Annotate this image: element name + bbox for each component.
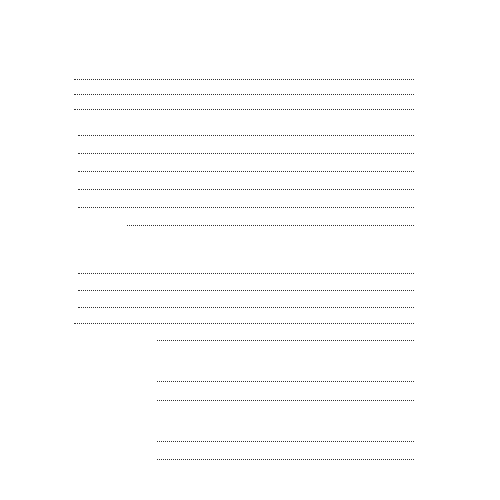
dot-leader <box>74 109 414 110</box>
toc-entry-chapter-9[interactable] <box>72 310 416 311</box>
toc-entry-section-v[interactable] <box>93 403 416 404</box>
toc-entry-pma[interactable] <box>72 97 416 98</box>
dot-leader <box>157 340 414 341</box>
dot-leader <box>78 135 414 136</box>
toc-entry-chapter-2[interactable] <box>72 156 416 157</box>
dot-leader <box>127 225 414 226</box>
dot-leader <box>78 290 414 291</box>
toc-entry-chapter-1[interactable] <box>72 138 416 139</box>
dot-leader <box>157 441 414 442</box>
toc-entry-section-g[interactable] <box>93 444 416 445</box>
dot-leader <box>78 189 414 190</box>
dot-leader <box>78 207 414 208</box>
dot-leader <box>78 307 414 308</box>
dot-leader <box>157 459 414 460</box>
dot-leader <box>74 79 414 80</box>
toc-entry-appendix[interactable] <box>72 326 416 327</box>
dot-leader <box>157 400 414 401</box>
toc-entry-chapter-5[interactable] <box>72 210 416 211</box>
dot-leader <box>78 153 414 154</box>
toc-entry-preface[interactable] <box>72 82 416 83</box>
toc-entry-chapter-6[interactable] <box>72 228 416 229</box>
toc-entry-chapter-3[interactable] <box>72 174 416 175</box>
toc-entry-section-b[interactable] <box>93 384 416 385</box>
dot-leader <box>74 323 414 324</box>
dot-leader <box>74 94 414 95</box>
toc-entry-chapter-7[interactable] <box>72 276 416 277</box>
dot-leader <box>78 273 414 274</box>
dot-leader <box>78 171 414 172</box>
toc-entry-section-d[interactable] <box>93 462 416 463</box>
toc-entry-intro[interactable] <box>72 112 416 113</box>
toc-entry-chapter-4[interactable] <box>72 192 416 193</box>
toc-entry-section-a[interactable] <box>93 343 416 344</box>
toc-entry-chapter-8[interactable] <box>72 293 416 294</box>
dot-leader <box>157 381 414 382</box>
